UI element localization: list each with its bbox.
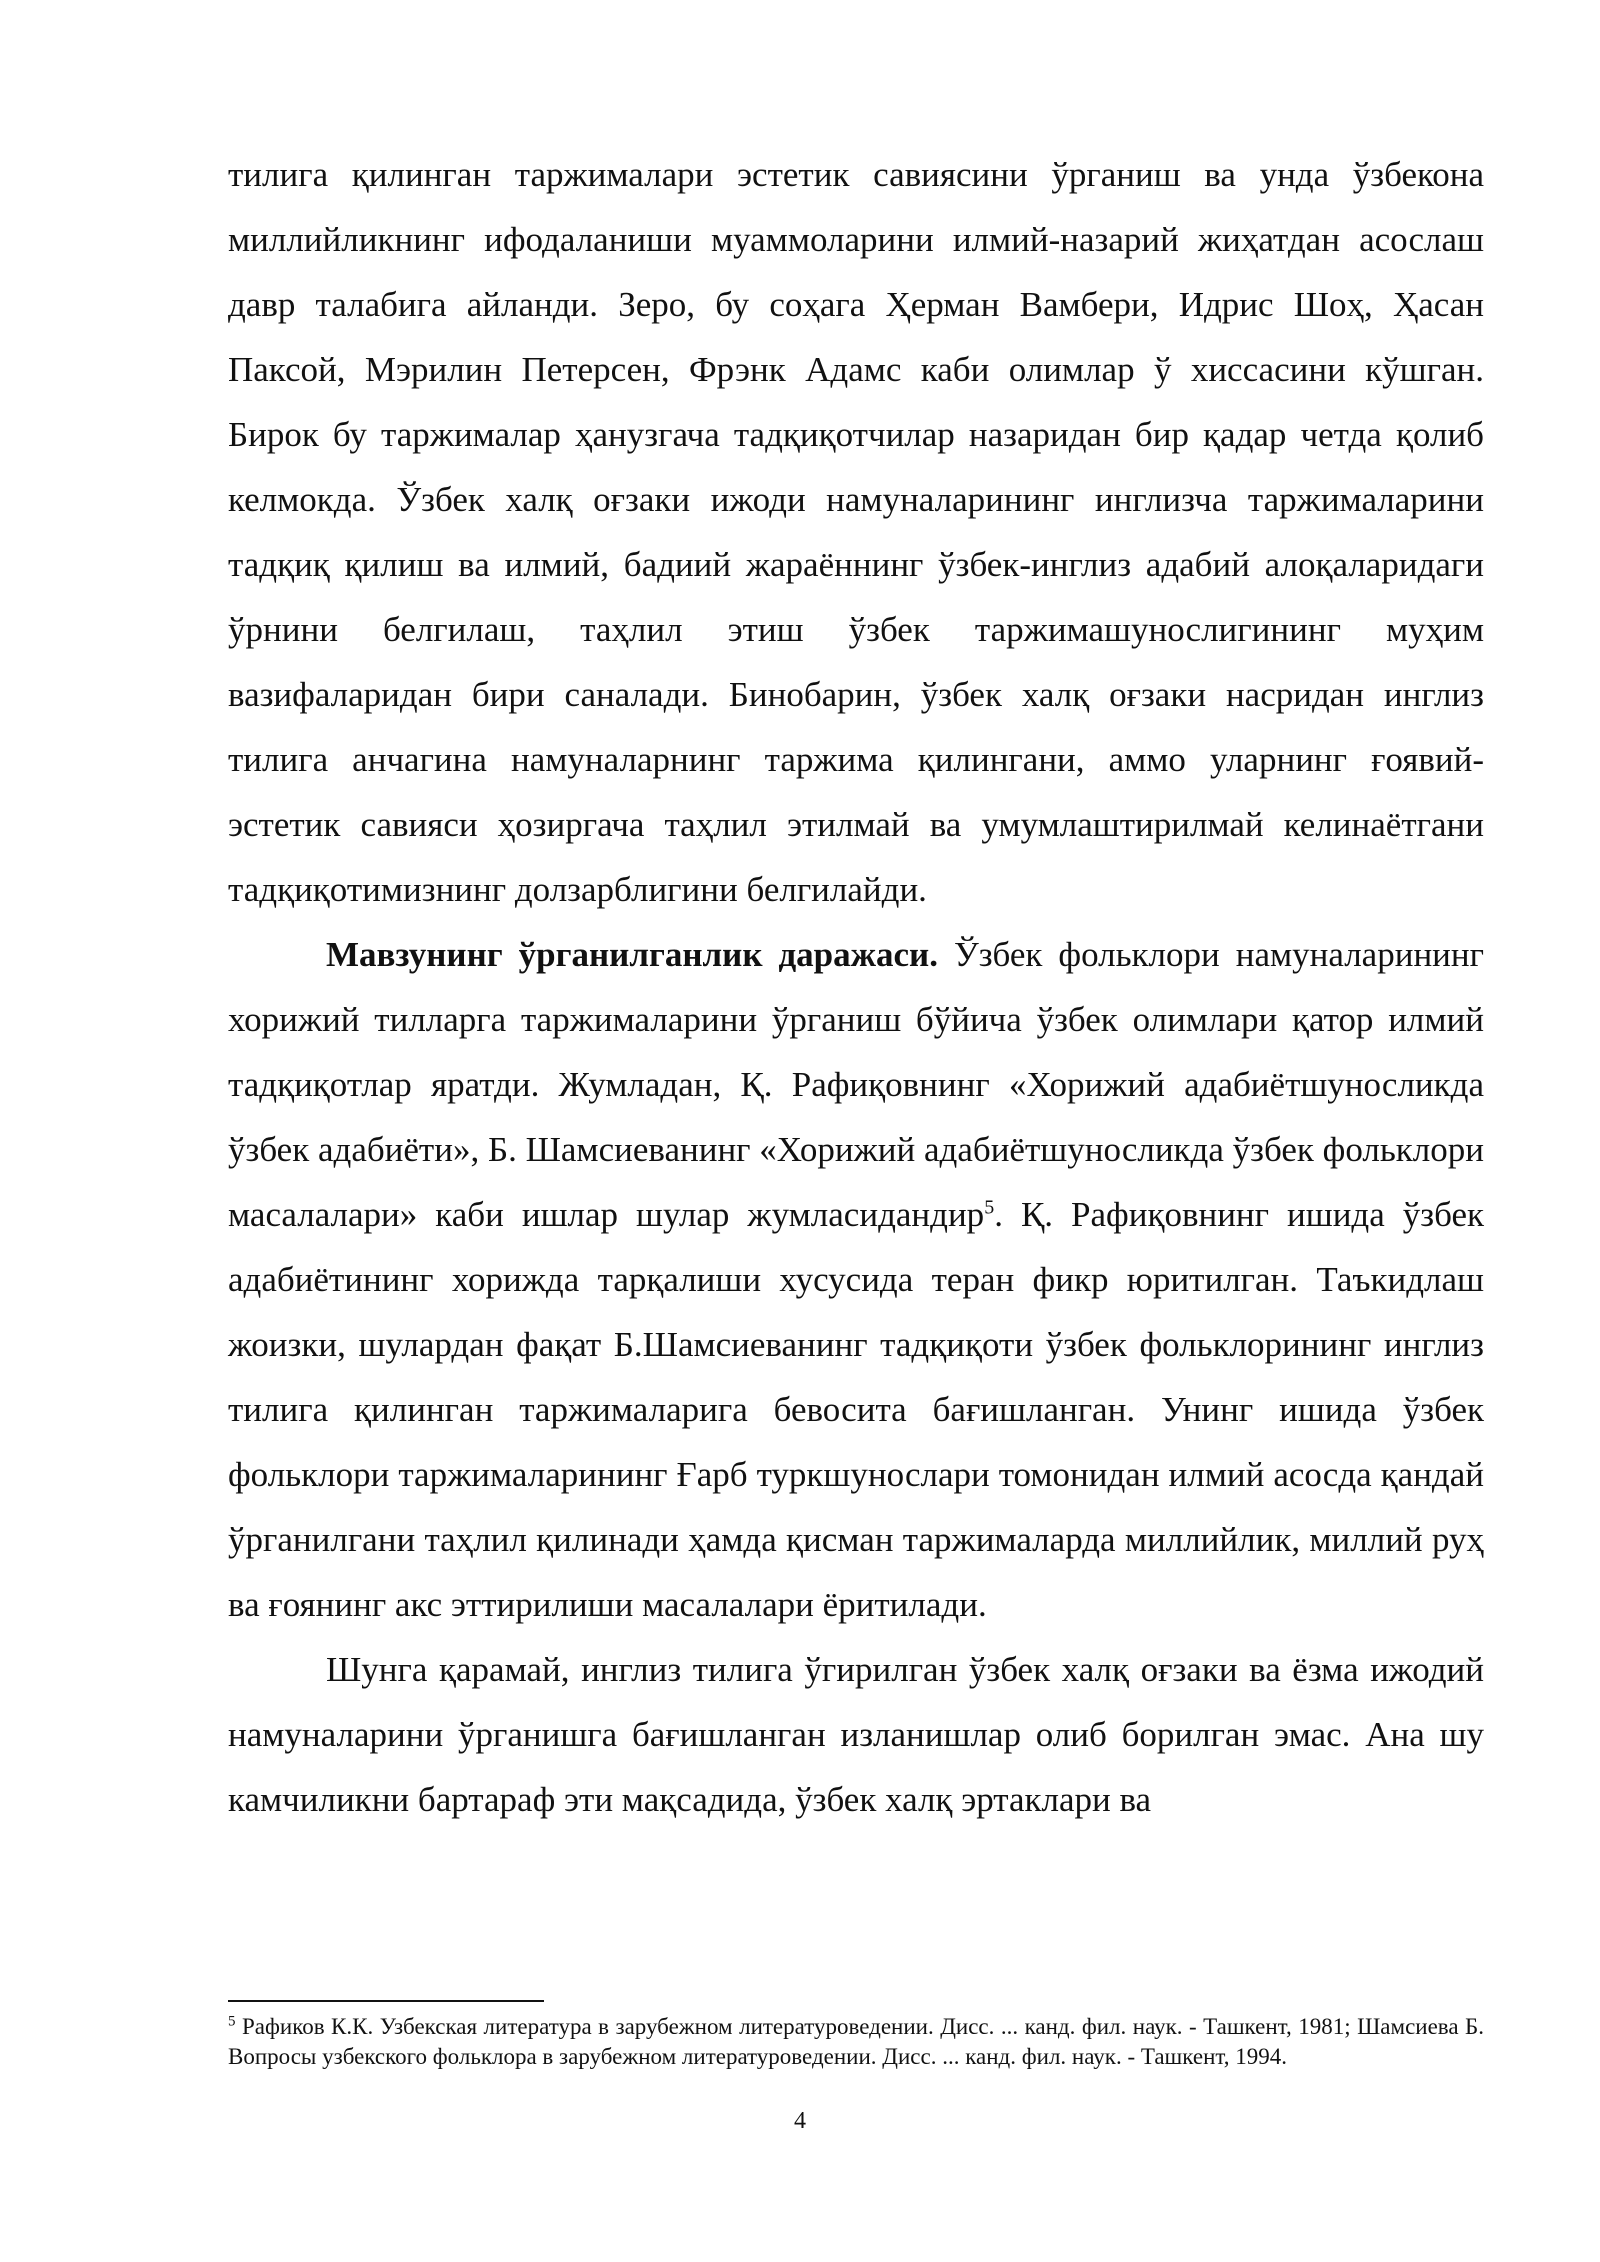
paragraph-research-gap: Шунга қарамай, инглиз тилига ўгирилган ўзбек халқ оғзаки ва ёзма ижодий намуналарини ўрганишга бағишланган изланишлар олиб борилган эмас. Ана шу камчиликни бартараф эти мақсадида, ўзбек халқ эртаклари ва bbox=[228, 1650, 1484, 1819]
paragraph-study-degree bbox=[228, 922, 1484, 1637]
footnote bbox=[228, 2012, 1484, 2072]
page-number: 4 bbox=[794, 2108, 806, 2134]
section-heading: Мавзунинг ўрганилганлик даражаси. bbox=[326, 935, 938, 974]
paragraph-continuation: тилига қилинган таржималари эстетик савиясини ўрганиш ва унда ўзбекона миллийликнинг ифодаланиши муаммоларини илмий-назарий жиҳатдан асослаш давр талабига айланди. Зеро, бу соҳага Ҳерман Вамбери, Идрис Шоҳ, Ҳасан Паксой, Мэрилин Петерсен, Фрэнк Адамс каби олимлар ў хиссасини кўшган. Бирок бу таржималар ҳанузгача тадқиқотчилар назаридан бир қадар четда қолиб келмокда. Ўзбек халқ оғзаки ижоди намуналарининг инглизча таржималарини тадқиқ қилиш ва илмий, бадиий жараённинг ўзбек-инглиз адабий алоқаларидаги ўрнини белгилаш, таҳлил этиш ўзбек таржимашунослигининг муҳим вазифаларидан бири саналади. Бинобарин, ўзбек халқ оғзаки насридан инглиз тилига анчагина намуналарнинг таржима қилингани, аммо уларнинг ғоявий-эстетик савияси ҳозиргача таҳлил этилмай ва умумлаштирилмай келинаётгани тадқиқотимизнинг долзарблигини белгилайди. bbox=[228, 155, 1484, 909]
footnote-reference: 5 bbox=[984, 1196, 995, 1219]
body-text bbox=[228, 142, 1484, 1832]
footnote-separator bbox=[228, 2000, 544, 2002]
footnote-text: Рафиков К.К. Узбекская литература в зарубежном литературоведении. Дисс. ... канд. фил. наук. - Ташкент, 1981; Шамсиева Б. Вопросы узбекского фольклора в зарубежном литературоведении. Дисс. ... канд. фил. наук. - Ташкент, 1994. bbox=[228, 2014, 1484, 2069]
paragraph-text: . Қ. Рафиқовнинг ишида ўзбек адабиётининг хорижда тарқалиши хусусида теран фикр юритилган. Таъкидлаш жоизки, шулардан фақат Б.Шамсиеванинг тадқиқоти ўзбек фольклорининг инглиз тилига қилинган таржималарига бевосита бағишланган. Унинг ишида ўзбек фольклори таржималарининг Ғарб туркшунослари томонидан илмий асосда қандай ўрганилгани таҳлил қилинади ҳамда қисман таржималарда миллийлик, миллий руҳ ва ғоянинг акс эттирилиши масалалари ёритилади. bbox=[228, 1195, 1484, 1624]
paragraph-text: Ўзбек фольклори намуналарининг хорижий тилларга таржималарини ўрганиш бўйича ўзбек олимлари қатор илмий тадқиқотлар яратди. Жумладан, Қ. Рафиқовнинг «Хорижий адабиётшуносликда ўзбек адабиёти», Б. Шамсиеванинг «Хорижий адабиётшуносликда ўзбек фольклори масалалари» каби ишлар шулар жумласидандир bbox=[228, 935, 1484, 1234]
footnote-marker: 5 bbox=[228, 2013, 236, 2030]
